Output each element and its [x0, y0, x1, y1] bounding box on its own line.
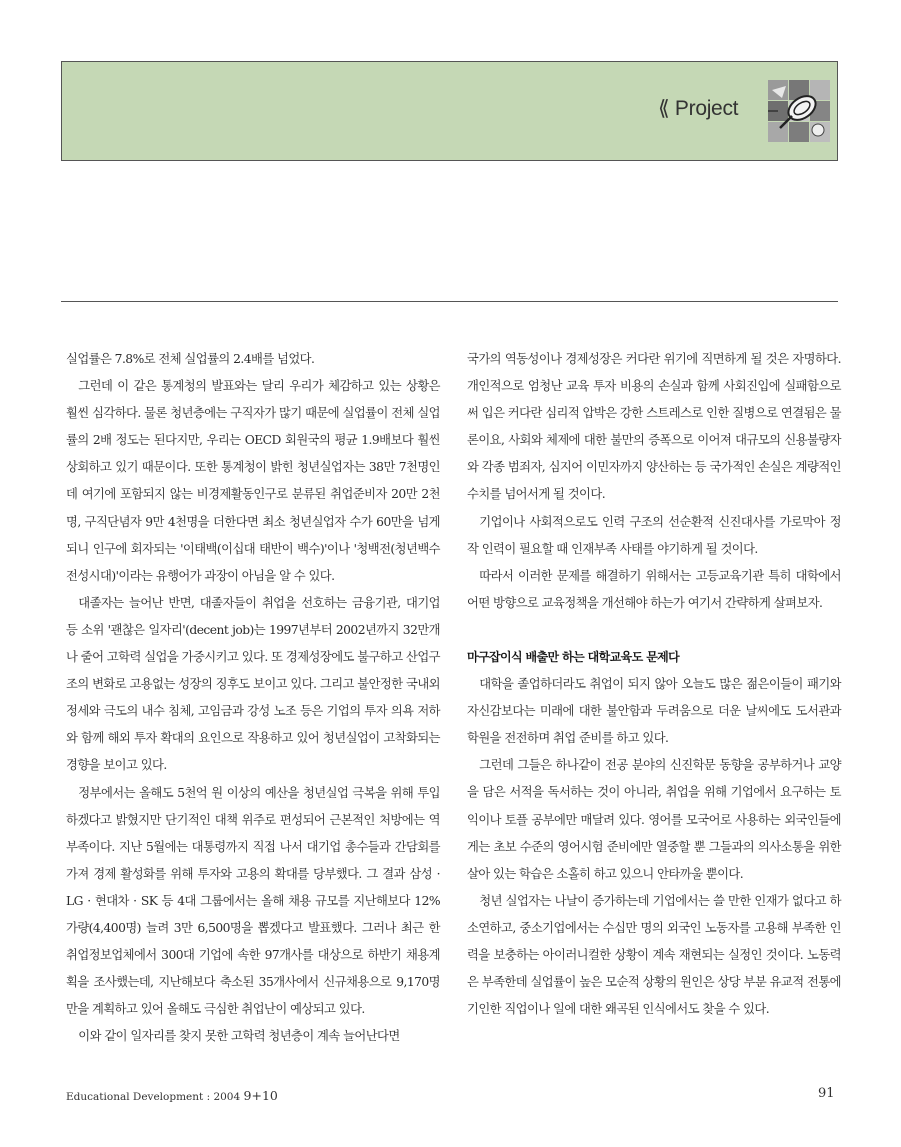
project-emblem-icon: [768, 80, 830, 142]
body-paragraph: 그런데 이 같은 통계청의 발표와는 달리 우리가 체감하고 있는 상황은 훨씬 심각하다. 물론 청년층에는 구직자가 많기 때문에 실업률이 전체 실업률의 2배 정도는 된다지만, 우리는 OECD 회원국의 평균 1.9배보다 훨씬 상회하고 있기 때문이다. 또한 통계청이 밝힌 청년실업자는 38만 7천명인데 여기에 포함되지 않는 비경제활동인구로 분류된 취업준비자 20만 2천명, 구직단념자 9만 4천명을 더한다면 최소 청년실업자 수가 60만을 넘게 되니 인구에 회자되는 '이태백(이십대 태반이 백수)'이나 '청백전(청년백수전성시대)'이라는 유행어가 과장이 아님을 알 수 있다.: [66, 379, 440, 583]
body-paragraph: 그런데 그들은 하나같이 전공 분야의 신진학문 동향을 공부하거나 교양을 담은 서적을 독서하는 것이 아니라, 취업을 위해 기업에서 요구하는 토익이나 토플 공부에만 매달려 있다. 영어를 모국어로 사용하는 외국인들에게는 초보 수준의 영어시험 준비에만 열중할 뿐 그들과의 의사소통을 위한 살아 있는 학습은 소홀히 하고 있으니 안타까울 뿐이다.: [467, 758, 841, 881]
section-heading: 마구잡이식 배출만 하는 대학교육도 문제다: [467, 649, 680, 664]
journal-name: Educational Development : 2004: [66, 1091, 241, 1103]
page-number: 91: [818, 1086, 835, 1101]
section-label: ⟪ Project: [658, 97, 739, 120]
right-column: [467, 346, 841, 1023]
body-paragraph: 실업률은 7.8%로 전체 실업률의 2.4배를 넘었다.: [66, 352, 315, 366]
section-spacer: [467, 617, 841, 644]
body-paragraph: 정부에서는 올해도 5천억 원 이상의 예산을 청년실업 극복을 위해 투입하겠다고 밝혔지만 단기적인 대책 위주로 편성되어 근본적인 처방에는 역부족이다. 지난 5월에는 대통령까지 직접 나서 대기업 총수들과 간담회를 가져 경제 활성화를 위해 투자와 고용의 확대를 당부했다. 그 결과 삼성 · LG · 현대차 · SK 등 4대 그룹에서는 올해 채용 규모를 지난해보다 12% 가량(4,400명) 늘려 3만 6,500명을 뽑겠다고 발표했다. 그러나 최근 한 취업정보업체에서 300대 기업에 속한 97개사를 대상으로 하반기 채용계획을 조사했는데, 지난해보다 축소된 35개사에서 신규채용으로 9,170명만을 계획하고 있어 올해도 극심한 취업난이 예상되고 있다.: [66, 785, 440, 1017]
header-rule: [61, 301, 838, 302]
issue-number: 9+10: [243, 1088, 278, 1103]
body-paragraph: 국가의 역동성이나 경제성장은 커다란 위기에 직면하게 될 것은 자명하다. 개인적으로 엄청난 교육 투자 비용의 손실과 함께 사회진입에 실패함으로써 입은 커다란 심리적 압박은 강한 스트레스로 인한 질병으로 연결됨은 물론이요, 사회와 체제에 대한 불만의 증폭으로 이어져 대규모의 신용불량자와 각종 범죄자, 심지어 이민자까지 양산하는 등 국가적인 손실은 계량적인 수치를 넘어서게 될 것이다.: [467, 352, 841, 502]
left-column: [66, 346, 440, 1050]
body-paragraph: 따라서 이러한 문제를 해결하기 위해서는 고등교육기관 특히 대학에서 어떤 방향으로 교육정책을 개선해야 하는가 여기서 간략하게 살펴보자.: [467, 568, 841, 610]
body-paragraph: 대졸자는 늘어난 반면, 대졸자들이 취업을 선호하는 금융기관, 대기업 등 소위 '괜찮은 일자리'(decent job)는 1997년부터 2002년까지 32만개나 줄어 고학력 실업을 가중시키고 있다. 또 경제성장에도 불구하고 산업구조의 변화로 고용없는 성장의 징후도 보이고 있다. 그리고 불안정한 국내외 정세와 극도의 내수 침체, 고임금과 강성 노조 등은 기업의 투자 의욕 저하와 함께 해외 투자 확대의 요인으로 작용하고 있어 청년실업이 고착화되는 경향을 보이고 있다.: [66, 595, 440, 773]
body-paragraph: 기업이나 사회적으로도 인력 구조의 선순환적 신진대사를 가로막아 정작 인력이 필요할 때 인재부족 사태를 야기하게 될 것이다.: [467, 514, 841, 556]
body-paragraph: 청년 실업자는 나날이 증가하는데 기업에서는 쓸 만한 인재가 없다고 하소연하고, 중소기업에서는 수십만 명의 외국인 노동자를 고용해 부족한 인력을 보충하는 아이러니컬한 상황이 계속 재현되는 실정인 것이다. 노동력은 부족한데 실업률이 높은 모순적 상황의 원인은 상당 부분 유교적 전통에 기인한 직업이나 일에 대한 왜곡된 인식에서도 찾을 수 있다.: [467, 893, 841, 1017]
journal-footer: [66, 1088, 278, 1103]
body-paragraph: 이와 같이 일자리를 찾지 못한 고학력 청년층이 계속 늘어난다면: [78, 1029, 400, 1044]
body-paragraph: 대학을 졸업하더라도 취업이 되지 않아 오늘도 많은 젊은이들이 패기와 자신감보다는 미래에 대한 불안함과 두려움으로 더운 날씨에도 도서관과 학원을 전전하며 취업 준비를 하고 있다.: [467, 677, 841, 746]
